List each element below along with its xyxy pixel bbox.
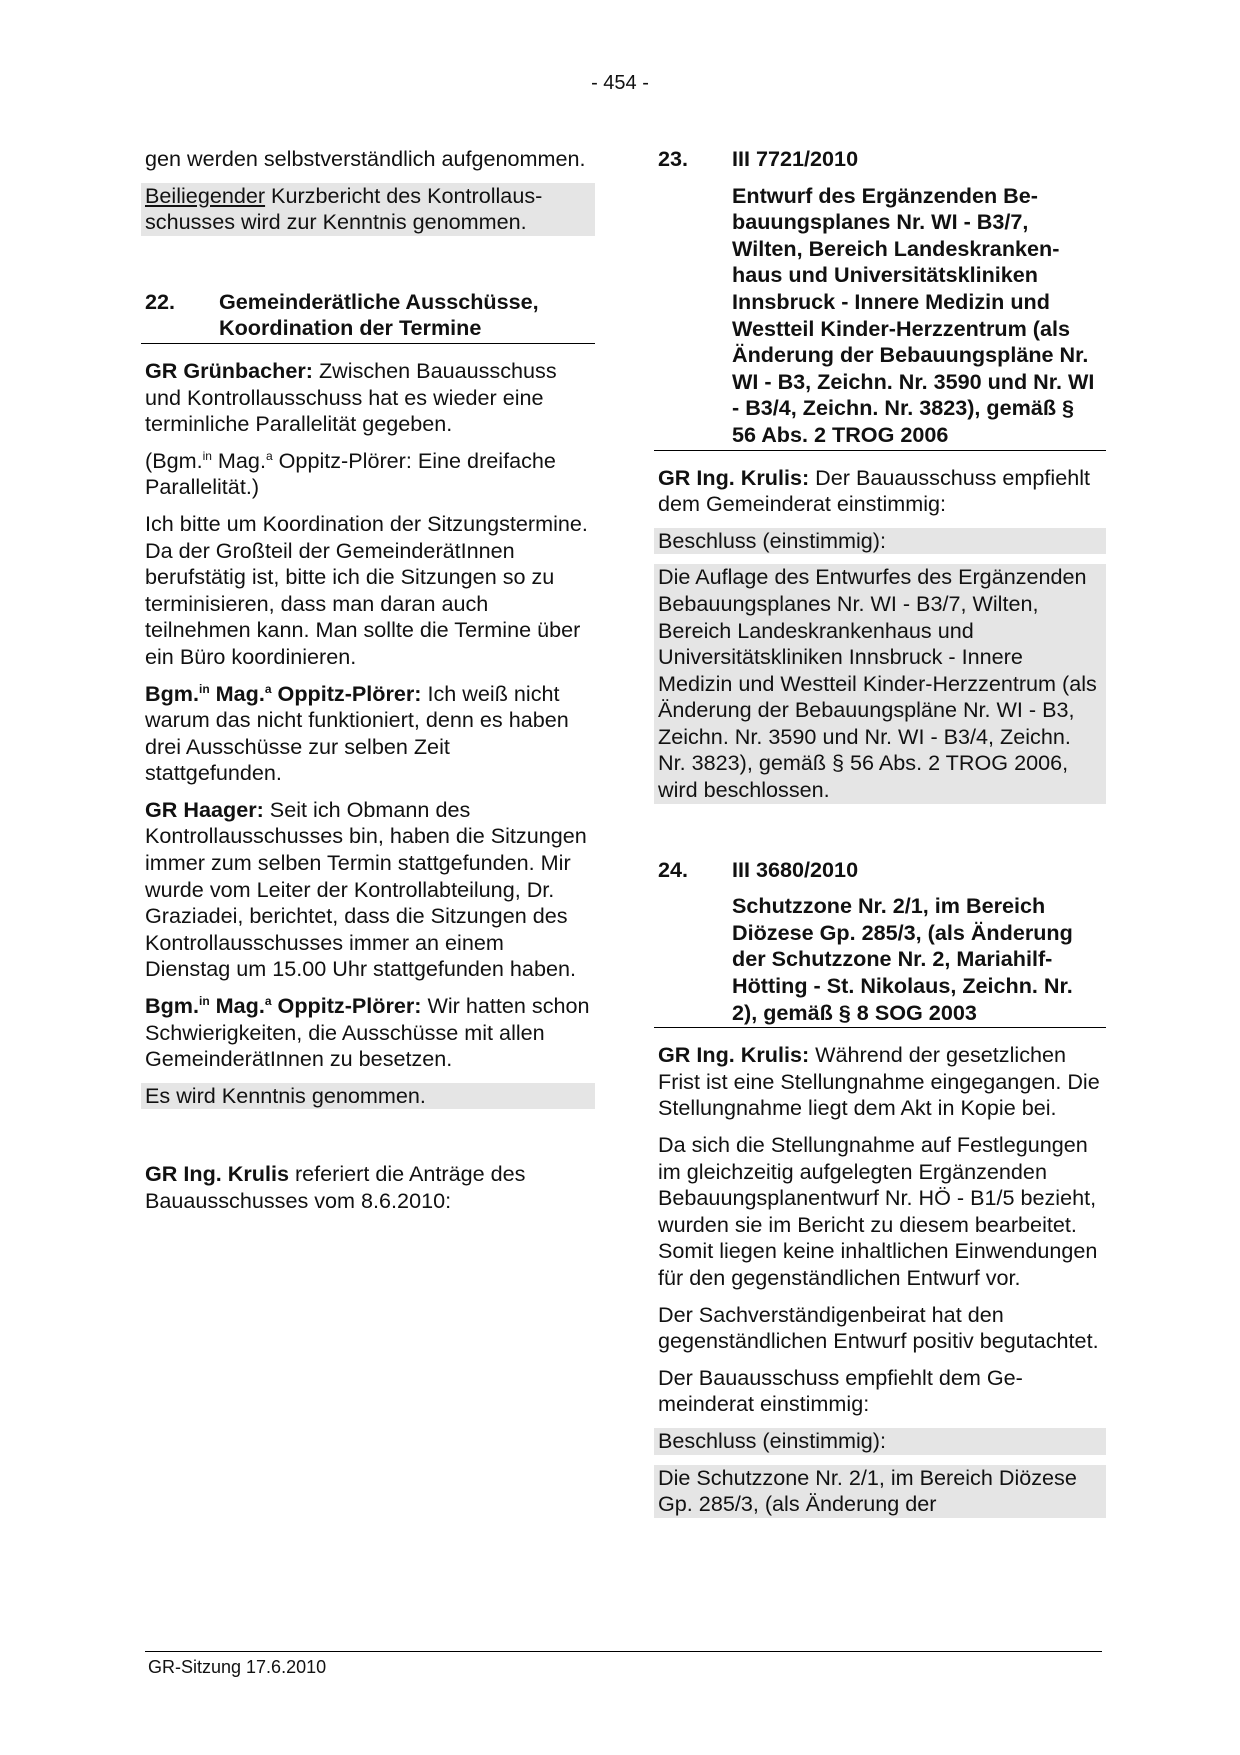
speaker: GR Haager: xyxy=(145,796,264,822)
speaker: GR Ing. Krulis: xyxy=(658,464,810,490)
item-reference: III 3680/2010 xyxy=(732,856,859,882)
statement: GR Grünbacher: Zwischen Bauausschuss und Kontrollausschuss hat es wieder eine terminliche Parallelität gegeben. xyxy=(145,357,557,437)
agenda-item-23 xyxy=(654,146,1106,451)
agenda-item-24 xyxy=(654,857,1106,1029)
speaker: GR Ing. Krulis xyxy=(145,1161,289,1187)
item-title: Entwurf des Ergänzenden Bebauungsplanes Nr. WI - B3/7, Wilten, Bereich Landeskrankenhaus und Universitätskliniken Innsbruck - Innere Medizin und Westteil Kinder-Herzzentrum (als Änderung der Bebauungspläne Nr. WI - B3, Zeichn. Nr. 3590 und Nr. WI - B3/4, Zeichn. Nr. 3823), gemäß § 56 Abs. 2 TROG 2006 xyxy=(732,182,1095,447)
interjection: (Bgm.$^{in}$ Mag.$^a$ Oppitz-Plörer: Eine dreifache Parallelität.) xyxy=(145,447,556,500)
underlined-word: Beiliegender xyxy=(145,182,266,208)
paragraph: Der Sachverständigenbeirat hat den gegenständlichen Entwurf positiv begutachtet. xyxy=(658,1301,1099,1354)
speaker: Bgm.$^{in}$ Mag.$^a$ Oppitz-Plörer: xyxy=(145,993,422,1019)
paragraph: gen werden selbstverständlich aufgenommen. xyxy=(145,146,586,171)
footer-divider xyxy=(145,1651,1102,1652)
speaker: GR Ing. Krulis: xyxy=(658,1042,810,1068)
item-title-line2: Koordination der Termine xyxy=(219,315,482,341)
left-column xyxy=(145,146,591,1225)
agenda-item-22 xyxy=(141,289,595,344)
statement: GR Ing. Krulis: Während der gesetzlichen Frist ist eine Stellungnahme eingegangen. Die Stellungnahme liegt dem Akt in Kopie bei. xyxy=(658,1042,1100,1121)
decision-paragraph: Beiliegender Kurzbericht des Kontrollausschusses wird zur Kenntnis genommen. xyxy=(141,183,595,236)
paragraph: Da sich die Stellungnahme auf Festlegungen im gleichzeitig aufgelegten Ergänzenden Bebauungsplanentwurf Nr. HÖ - B1/5 bezieht, wurden sie im Bericht zu diesem bearbeitet. Somit liegen keine inhaltlichen Einwendungen für den gegenständlichen Entwurf vor. xyxy=(658,1132,1098,1290)
statement: Bgm.$^{in}$ Mag.$^a$ Oppitz-Plörer: Ich weiß nicht warum das nicht funktioniert, denn es haben drei Ausschüsse zur selben Zeit stattgefunden. xyxy=(145,680,569,786)
item-title: Gemeinderätliche Ausschüsse, xyxy=(219,288,539,314)
paragraph: Der Bauausschuss empfiehlt dem Gemeinderat einstimmig: xyxy=(658,1364,1023,1417)
statement: GR Ing. Krulis referiert die Anträge des Bauausschusses vom 8.6.2010: xyxy=(145,1161,526,1213)
footer: GR-Sitzung 17.6.2010 xyxy=(148,1657,327,1677)
statement: GR Ing. Krulis: Der Bauausschuss empfiehlt dem Gemeinderat einstimmig: xyxy=(658,464,1091,517)
page-number: - 454 - xyxy=(591,72,649,94)
decision-paragraph: Die Schutzzone Nr. 2/1, im Bereich Diözese Gp. 285/3, (als Änderung der xyxy=(654,1465,1106,1518)
decision-paragraph: Die Auflage des Entwurfes des Ergänzenden Bebauungsplanes Nr. WI - B3/7, Wilten, Bereich Landeskrankenhaus und Universitätskliniken Innsbruck - Innere Medizin und Westteil Kinder-Herzzentrum (als Änderung der Bebauungspläne Nr. WI - B3, Zeichn. Nr. 3590 und Nr. WI - B3/4, Zeichn. Nr. 3823), gemäß § 56 Abs. 2 TROG 2006, wird beschlossen. xyxy=(654,564,1106,803)
paragraph: Ich bitte um Koordination der Sitzungstermine. Da der Großteil der GemeinderätInnen berufstätig ist, bitte ich die Sitzungen so zu terminisieren, dass man daran auch teilnehmen kann. Man sollte die Termine über ein Büro koordinieren. xyxy=(145,510,588,669)
speaker: Bgm.$^{in}$ Mag.$^a$ Oppitz-Plörer: xyxy=(145,680,422,706)
item-number: 24. xyxy=(658,856,689,882)
decision-paragraph: Es wird Kenntnis genommen. xyxy=(141,1083,595,1110)
item-reference: III 7721/2010 xyxy=(732,146,859,171)
item-number: 22. xyxy=(145,288,176,314)
right-column xyxy=(658,146,1102,1528)
decision-heading: Beschluss (einstimmig): xyxy=(654,528,1106,555)
statement: GR Haager: Seit ich Obmann des Kontrollausschusses bin, haben die Sitzungen immer zum selben Termin stattgefunden. Mir wurde vom Leiter der Kontrollabteilung, Dr. Graziadei, berichtet, dass die Sitzungen des Kontrollausschusses immer an einem Dienstag um 15.00 Uhr stattgefunden haben. xyxy=(145,796,587,982)
decision-heading: Beschluss (einstimmig): xyxy=(654,1428,1106,1455)
item-title: Schutzzone Nr. 2/1, im Bereich Diözese Gp. 285/3, (als Änderung der Schutzzone Nr. 2, Mariahilf-Hötting - St. Nikolaus, Zeichn. Nr. 2), gemäß § 8 SOG 2003 xyxy=(732,893,1073,1025)
speaker: GR Grünbacher: xyxy=(145,357,313,383)
statement: Bgm.$^{in}$ Mag.$^a$ Oppitz-Plörer: Wir hatten schon Schwierigkeiten, die Ausschüsse mit allen GemeinderätInnen zu besetzen. xyxy=(145,993,590,1072)
item-number: 23. xyxy=(658,146,689,171)
